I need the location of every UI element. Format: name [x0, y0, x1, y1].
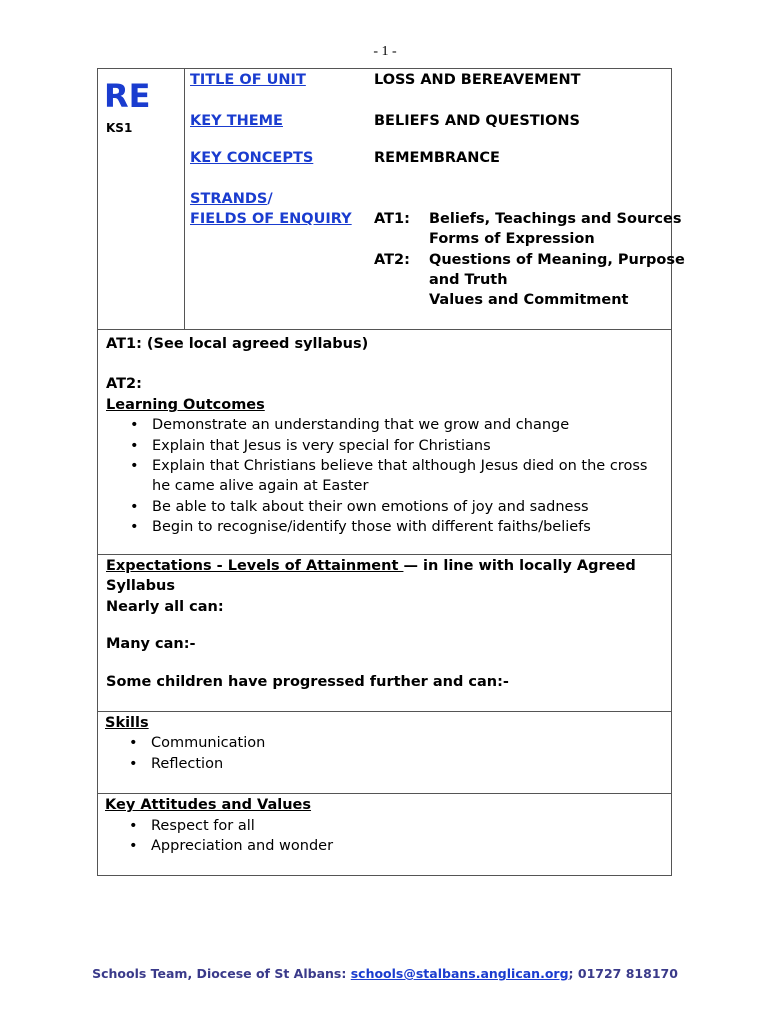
list-item: • Explain that Christians believe that although Jesus died on the cross	[152, 456, 671, 476]
footer	[0, 966, 770, 981]
subject-title: RE	[104, 77, 151, 115]
attitudes-list	[105, 816, 671, 857]
learning-outcomes-list	[106, 415, 671, 537]
list-item: • Begin to recognise/identify those with different faiths/beliefs	[152, 517, 671, 537]
at1-label: AT1:	[374, 211, 410, 227]
at2-label: AT2:	[374, 252, 410, 268]
fields-of-enquiry-label: FIELDS OF ENQUIRY	[190, 211, 352, 227]
list-item-continuation: he came alive again at Easter	[152, 478, 369, 495]
learning-outcomes-heading: Learning Outcomes	[106, 396, 265, 413]
expectations-heading-line2: Syllabus	[106, 578, 175, 595]
bullet: •	[129, 755, 138, 772]
expectations-heading: Expectations - Levels of Attainment — in line with locally Agreed	[106, 558, 636, 574]
bullet: •	[129, 735, 138, 752]
key-concepts-label: KEY CONCEPTS	[190, 150, 314, 166]
skills-attitudes-section	[97, 712, 672, 876]
bullet: •	[130, 519, 139, 536]
bullet: •	[130, 417, 139, 434]
footer-text: Schools Team, Diocese of St Albans:	[92, 966, 351, 981]
bullet: •	[130, 458, 139, 475]
email-link[interactable]: schools@stalbans.anglican.org	[350, 966, 569, 981]
key-concepts-value: REMEMBRANCE	[374, 150, 500, 166]
many-can: Many can:-	[106, 636, 196, 653]
at1-line: Beliefs, Teachings and Sources	[429, 211, 682, 227]
some-children-can: Some children have progressed further and can:-	[106, 673, 509, 690]
skills-list	[105, 733, 671, 774]
key-theme-label: KEY THEME	[190, 113, 283, 129]
bullet: •	[129, 838, 138, 855]
list-item: • Appreciation and wonder	[151, 836, 671, 856]
bullet: •	[129, 817, 138, 834]
at2-line: Questions of Meaning, Purpose	[429, 252, 685, 268]
list-item: • Reflection	[151, 754, 671, 774]
unit-header-table	[97, 68, 685, 330]
bullet: •	[130, 437, 139, 454]
footer-phone: ; 01727 818170	[568, 966, 678, 981]
list-item: • Communication	[151, 733, 671, 753]
nearly-all-can: Nearly all can:	[106, 598, 224, 615]
strands-label: STRANDS/	[190, 191, 273, 207]
list-item: • Respect for all	[151, 816, 671, 836]
learning-outcomes-section	[97, 330, 672, 555]
at1-note: AT1: (See local agreed syllabus)	[106, 336, 369, 352]
attitudes-heading: Key Attitudes and Values	[105, 797, 312, 814]
at2-heading: AT2:	[106, 376, 142, 393]
at2-line: Values and Commitment	[429, 292, 629, 308]
skills-heading: Skills	[105, 715, 149, 731]
title-of-unit-value: LOSS AND BEREAVEMENT	[374, 72, 581, 88]
expectations-section	[97, 555, 672, 712]
title-of-unit-label: TITLE OF UNIT	[190, 72, 306, 88]
key-theme-value: BELIEFS AND QUESTIONS	[374, 113, 580, 129]
bullet: •	[130, 498, 139, 515]
list-item: • Explain that Jesus is very special for Christians	[152, 436, 671, 456]
list-item: • Demonstrate an understanding that we grow and change	[152, 415, 671, 435]
list-item: • Be able to talk about their own emotions of joy and sadness	[152, 497, 671, 517]
key-stage: KS1	[106, 121, 133, 135]
at2-line: and Truth	[429, 272, 508, 288]
page-number: - 1 -	[373, 44, 397, 59]
attitudes-block	[98, 793, 671, 856]
subject-cell	[98, 69, 185, 329]
at1-line: Forms of Expression	[429, 231, 595, 247]
